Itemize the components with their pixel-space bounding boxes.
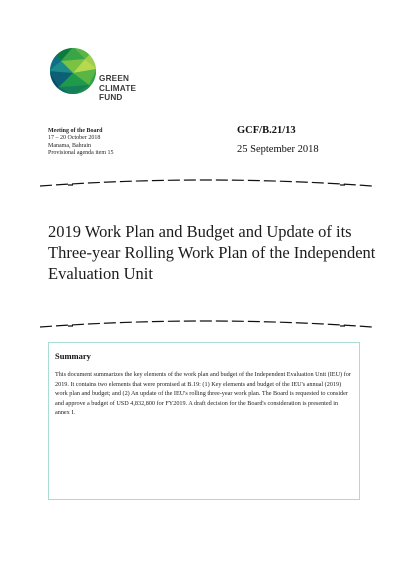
document-code: GCF/B.21/13 [237, 125, 296, 136]
meeting-info [48, 128, 208, 158]
meeting-dates: 17 – 20 October 2018 [48, 135, 101, 142]
gcf-logo [49, 47, 149, 111]
bottom-divider [0, 315, 413, 335]
logo-word-3: FUND [99, 93, 123, 103]
summary-heading: Summary [55, 351, 91, 361]
logo-wordmark [99, 74, 136, 103]
summary-text: This document summarizes the key elements of the work plan and budget of the Independent Evaluation Unit (IEU) for 2019. It contains two elements that were promised at B.19: (1) Key elements and budget of the IEU's annual (2019) work plan and budget; and (2) An update of the IEU's rolling three-year work plan. The Board is requested to consider and approve a budget of USD 4,832,800 for FY2019. A draft decision for the Board's consideration is presented in annex I. [55, 371, 351, 417]
meeting-place: Manama, Bahrain [48, 142, 91, 149]
summary-box [48, 342, 360, 500]
logo-word-2: CLIMATE [99, 83, 137, 93]
top-divider [0, 172, 413, 192]
agenda-item: Provisional agenda item 15 [48, 150, 114, 157]
logo-word-1: GREEN [99, 74, 130, 83]
document-date: 25 September 2018 [237, 144, 319, 155]
meeting-name: Meeting of the Board [48, 128, 103, 134]
document-title: 2019 Work Plan and Budget and Update of its Three-year Rolling Work Plan of the Independent Evaluation Unit [48, 222, 376, 283]
globe-icon [49, 47, 97, 95]
